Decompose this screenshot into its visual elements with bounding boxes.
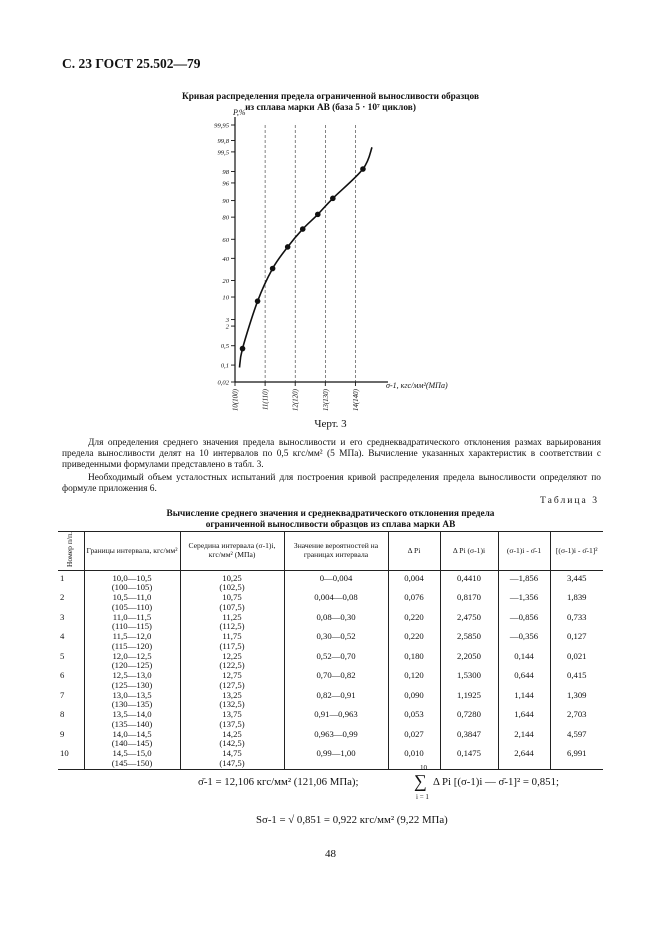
series-curve	[240, 147, 373, 367]
paragraph-1: Для определения среднего значения предела выносливости и его среднеквадратического отклонения размах варьирования предела выносливости делят на 10 интервалов по 0,5 кгс/мм² (5 МПа). Вычисление указанных характеристик в соответствии с приведенными формулами представлено в табл. 3.	[62, 438, 601, 471]
table-row	[58, 652, 603, 672]
data-point	[270, 266, 276, 272]
cell-number: 4	[60, 631, 65, 642]
header-deviation-squared: [(σ-1)i - σ̄-1]²	[550, 532, 603, 571]
chart-caption: Черт. 3	[314, 418, 347, 430]
header-middle: Середина интервала (σ-1)i, кгс/мм² (МПа)	[180, 532, 284, 571]
cell-deviation: —0,856	[498, 613, 550, 633]
header-deviation: (σ-1)i - σ̄-1	[498, 532, 550, 571]
cell-deviation: 2,644	[498, 749, 550, 769]
cell-probability: 0,99—1,00	[284, 749, 388, 769]
chart-grid	[235, 125, 355, 382]
cell-probability: 0,08—0,30	[284, 613, 388, 633]
table-row	[58, 749, 603, 769]
y-tick-label: 2	[225, 323, 229, 331]
cell-bounds: 13,0—13,5 (130—135)	[84, 691, 180, 711]
data-point	[240, 346, 246, 352]
chart-title-line1: Кривая распределения предела ограниченной выносливости образцов	[182, 92, 479, 102]
cell-middle: 14,75 (147,5)	[180, 749, 284, 769]
data-point	[300, 226, 306, 232]
header-delta-p-sigma: Δ Pi (σ-1)i	[440, 532, 498, 571]
cell-middle: 10,25 (102,5)	[180, 570, 284, 593]
chart-ticks	[214, 123, 360, 412]
cell-probability: 0—0,004	[284, 570, 388, 593]
y-tick-label: 99,95	[214, 122, 229, 130]
sum-symbol: ∑	[414, 771, 427, 791]
cell-number: 2	[60, 592, 65, 603]
y-tick-label: 96	[222, 180, 229, 188]
cell-number: 9	[60, 728, 65, 739]
table-row	[58, 710, 603, 730]
x-axis-label: σ-1, кгс/мм²(МПа)	[386, 381, 448, 390]
data-table	[58, 531, 603, 770]
cell-delta-p: 0,120	[388, 671, 440, 691]
data-point	[285, 244, 291, 250]
y-tick-label: 0,02	[217, 379, 229, 387]
table-row	[58, 671, 603, 691]
cell-probability: 0,82—0,91	[284, 691, 388, 711]
cell-deviation: —1,856	[498, 570, 550, 593]
page-header: С. 23 ГОСТ 25.502—79	[62, 56, 201, 71]
cell-delta-p: 0,027	[388, 730, 440, 750]
formula-sum-lower: i = 1	[416, 793, 429, 801]
probability-chart	[0, 0, 661, 430]
cell-delta-p: 0,180	[388, 652, 440, 672]
table-title-line2: ограниченной выносливости образцов из сплава марки AB	[205, 520, 456, 530]
cell-deviation-squared: 1,309	[550, 691, 603, 711]
table-label: Таблица 3	[539, 495, 599, 506]
cell-bounds: 14,5—15,0 (145—150)	[84, 749, 180, 769]
cell-middle: 13,75 (137,5)	[180, 710, 284, 730]
table-row	[58, 570, 603, 593]
formula-sum-upper: 10	[420, 764, 427, 772]
cell-delta-p: 0,010	[388, 749, 440, 769]
cell-delta-p: 0,076	[388, 593, 440, 613]
data-point	[315, 212, 321, 218]
y-tick-label: 10	[222, 294, 229, 302]
table-row	[58, 632, 603, 652]
cell-number: 8	[60, 709, 65, 720]
table-row	[58, 730, 603, 750]
cell-middle: 12,25 (122,5)	[180, 652, 284, 672]
cell-deviation-squared: 0,021	[550, 652, 603, 672]
cell-bounds: 12,5—13,0 (125—130)	[84, 671, 180, 691]
header-delta-p: Δ Pi	[388, 532, 440, 571]
cell-delta-p-sigma: 0,3847	[440, 730, 498, 750]
table-title	[60, 509, 601, 531]
cell-delta-p-sigma: 2,2050	[440, 652, 498, 672]
cell-deviation-squared: 0,415	[550, 671, 603, 691]
x-tick-label: 14(140)	[351, 389, 360, 412]
cell-delta-p-sigma: 2,4750	[440, 613, 498, 633]
cell-number: 10	[58, 749, 84, 769]
cell-deviation-squared: 2,703	[550, 710, 603, 730]
cell-bounds: 11,0—11,5 (110—115)	[84, 613, 180, 633]
cell-deviation: 0,644	[498, 671, 550, 691]
cell-delta-p-sigma: 1,5300	[440, 671, 498, 691]
x-tick-label: 12(120)	[291, 389, 300, 412]
page-number: 48	[325, 848, 336, 860]
cell-bounds: 11,5—12,0 (115—120)	[84, 632, 180, 652]
cell-probability: 0,30—0,52	[284, 632, 388, 652]
paragraph-2: Необходимый объем усталостных испытаний для построения кривой распределения предела выносливости определяют по формуле приложения 6.	[62, 473, 601, 495]
chart-axes	[235, 117, 388, 382]
cell-deviation-squared: 6,991	[550, 749, 603, 769]
cell-middle: 13,25 (132,5)	[180, 691, 284, 711]
y-tick-label: 60	[222, 236, 229, 244]
cell-probability: 0,70—0,82	[284, 671, 388, 691]
cell-delta-p-sigma: 0,8170	[440, 593, 498, 613]
cell-bounds: 12,0—12,5 (120—125)	[84, 652, 180, 672]
cell-middle: 11,75 (117,5)	[180, 632, 284, 652]
y-tick-label: 0,5	[220, 343, 229, 351]
cell-number: 6	[60, 670, 65, 681]
cell-delta-p: 0,004	[388, 570, 440, 593]
cell-number: 5	[60, 650, 65, 661]
cell-bounds: 10,5—11,0 (105—110)	[84, 593, 180, 613]
cell-deviation: 2,144	[498, 730, 550, 750]
y-tick-label: 80	[222, 214, 229, 222]
table-header-row	[58, 532, 603, 571]
y-tick-label: 3	[225, 317, 229, 325]
data-point	[255, 298, 261, 304]
cell-delta-p: 0,220	[388, 632, 440, 652]
table-row	[58, 613, 603, 633]
cell-middle: 14,25 (142,5)	[180, 730, 284, 750]
cell-delta-p-sigma: 0,1475	[440, 749, 498, 769]
table-body	[58, 570, 603, 769]
header-probability: Значение вероятностей на границах интервала	[284, 532, 388, 571]
formula-sum: Δ Pi [(σ-1)i — σ̄-1]² = 0,851;	[433, 776, 559, 788]
x-tick-label: 10(100)	[231, 389, 240, 412]
cell-deviation-squared: 3,445	[550, 570, 603, 593]
cell-delta-p-sigma: 0,4410	[440, 570, 498, 593]
y-tick-label: 90	[222, 198, 229, 206]
data-point	[330, 196, 336, 202]
cell-bounds: 14,0—14,5 (140—145)	[84, 730, 180, 750]
cell-middle: 10,75 (107,5)	[180, 593, 284, 613]
formula-mean: σ̄-1 = 12,106 кгс/мм² (121,06 МПа);	[198, 776, 359, 788]
cell-delta-p: 0,220	[388, 613, 440, 633]
cell-deviation: 1,644	[498, 710, 550, 730]
y-tick-label: 0,1	[220, 362, 229, 370]
cell-delta-p-sigma: 1,1925	[440, 691, 498, 711]
x-tick-label: 13(130)	[321, 389, 330, 412]
cell-deviation-squared: 0,733	[550, 613, 603, 633]
cell-delta-p: 0,053	[388, 710, 440, 730]
cell-deviation: —1,356	[498, 593, 550, 613]
cell-deviation-squared: 0,127	[550, 632, 603, 652]
table-row	[58, 691, 603, 711]
cell-probability: 0,91—0,963	[284, 710, 388, 730]
chart-title-line2: из сплава марки AB (база 5 · 10⁷ циклов)	[245, 103, 416, 113]
cell-deviation: 1,144	[498, 691, 550, 711]
table-title-line1: Вычисление среднего значения и среднеквадратического отклонения предела	[166, 509, 495, 519]
cell-deviation: —0,356	[498, 632, 550, 652]
cell-deviation: 0,144	[498, 652, 550, 672]
cell-deviation-squared: 1,839	[550, 593, 603, 613]
cell-probability: 0,963—0,99	[284, 730, 388, 750]
y-tick-label: 40	[222, 255, 229, 263]
cell-middle: 12,75 (127,5)	[180, 671, 284, 691]
cell-number: 7	[60, 689, 65, 700]
y-tick-label: 98	[222, 169, 229, 177]
cell-bounds: 10,0—10,5 (100—105)	[84, 570, 180, 593]
data-point	[360, 166, 366, 172]
cell-middle: 11,25 (112,5)	[180, 613, 284, 633]
cell-bounds: 13,5—14,0 (135—140)	[84, 710, 180, 730]
cell-number: 3	[60, 611, 65, 622]
chart-points	[240, 166, 366, 351]
cell-probability: 0,004—0,08	[284, 593, 388, 613]
cell-probability: 0,52—0,70	[284, 652, 388, 672]
cell-delta-p: 0,090	[388, 691, 440, 711]
x-tick-label: 11(110)	[261, 389, 270, 411]
y-axis-label: P,%	[233, 108, 246, 117]
y-tick-label: 99,5	[217, 149, 229, 157]
y-tick-label: 20	[222, 277, 229, 285]
header-bounds: Границы интервала, кгс/мм²	[84, 532, 180, 571]
formula-std: Sσ-1 = √ 0,851 = 0,922 кгс/мм² (9,22 МПа)	[256, 814, 448, 826]
cell-number: 1	[60, 572, 65, 583]
y-tick-label: 99,8	[217, 138, 229, 146]
cell-delta-p-sigma: 2,5850	[440, 632, 498, 652]
cell-deviation-squared: 4,597	[550, 730, 603, 750]
cell-delta-p-sigma: 0,7280	[440, 710, 498, 730]
header-number: Номер п/п.	[58, 532, 84, 571]
table-row	[58, 593, 603, 613]
